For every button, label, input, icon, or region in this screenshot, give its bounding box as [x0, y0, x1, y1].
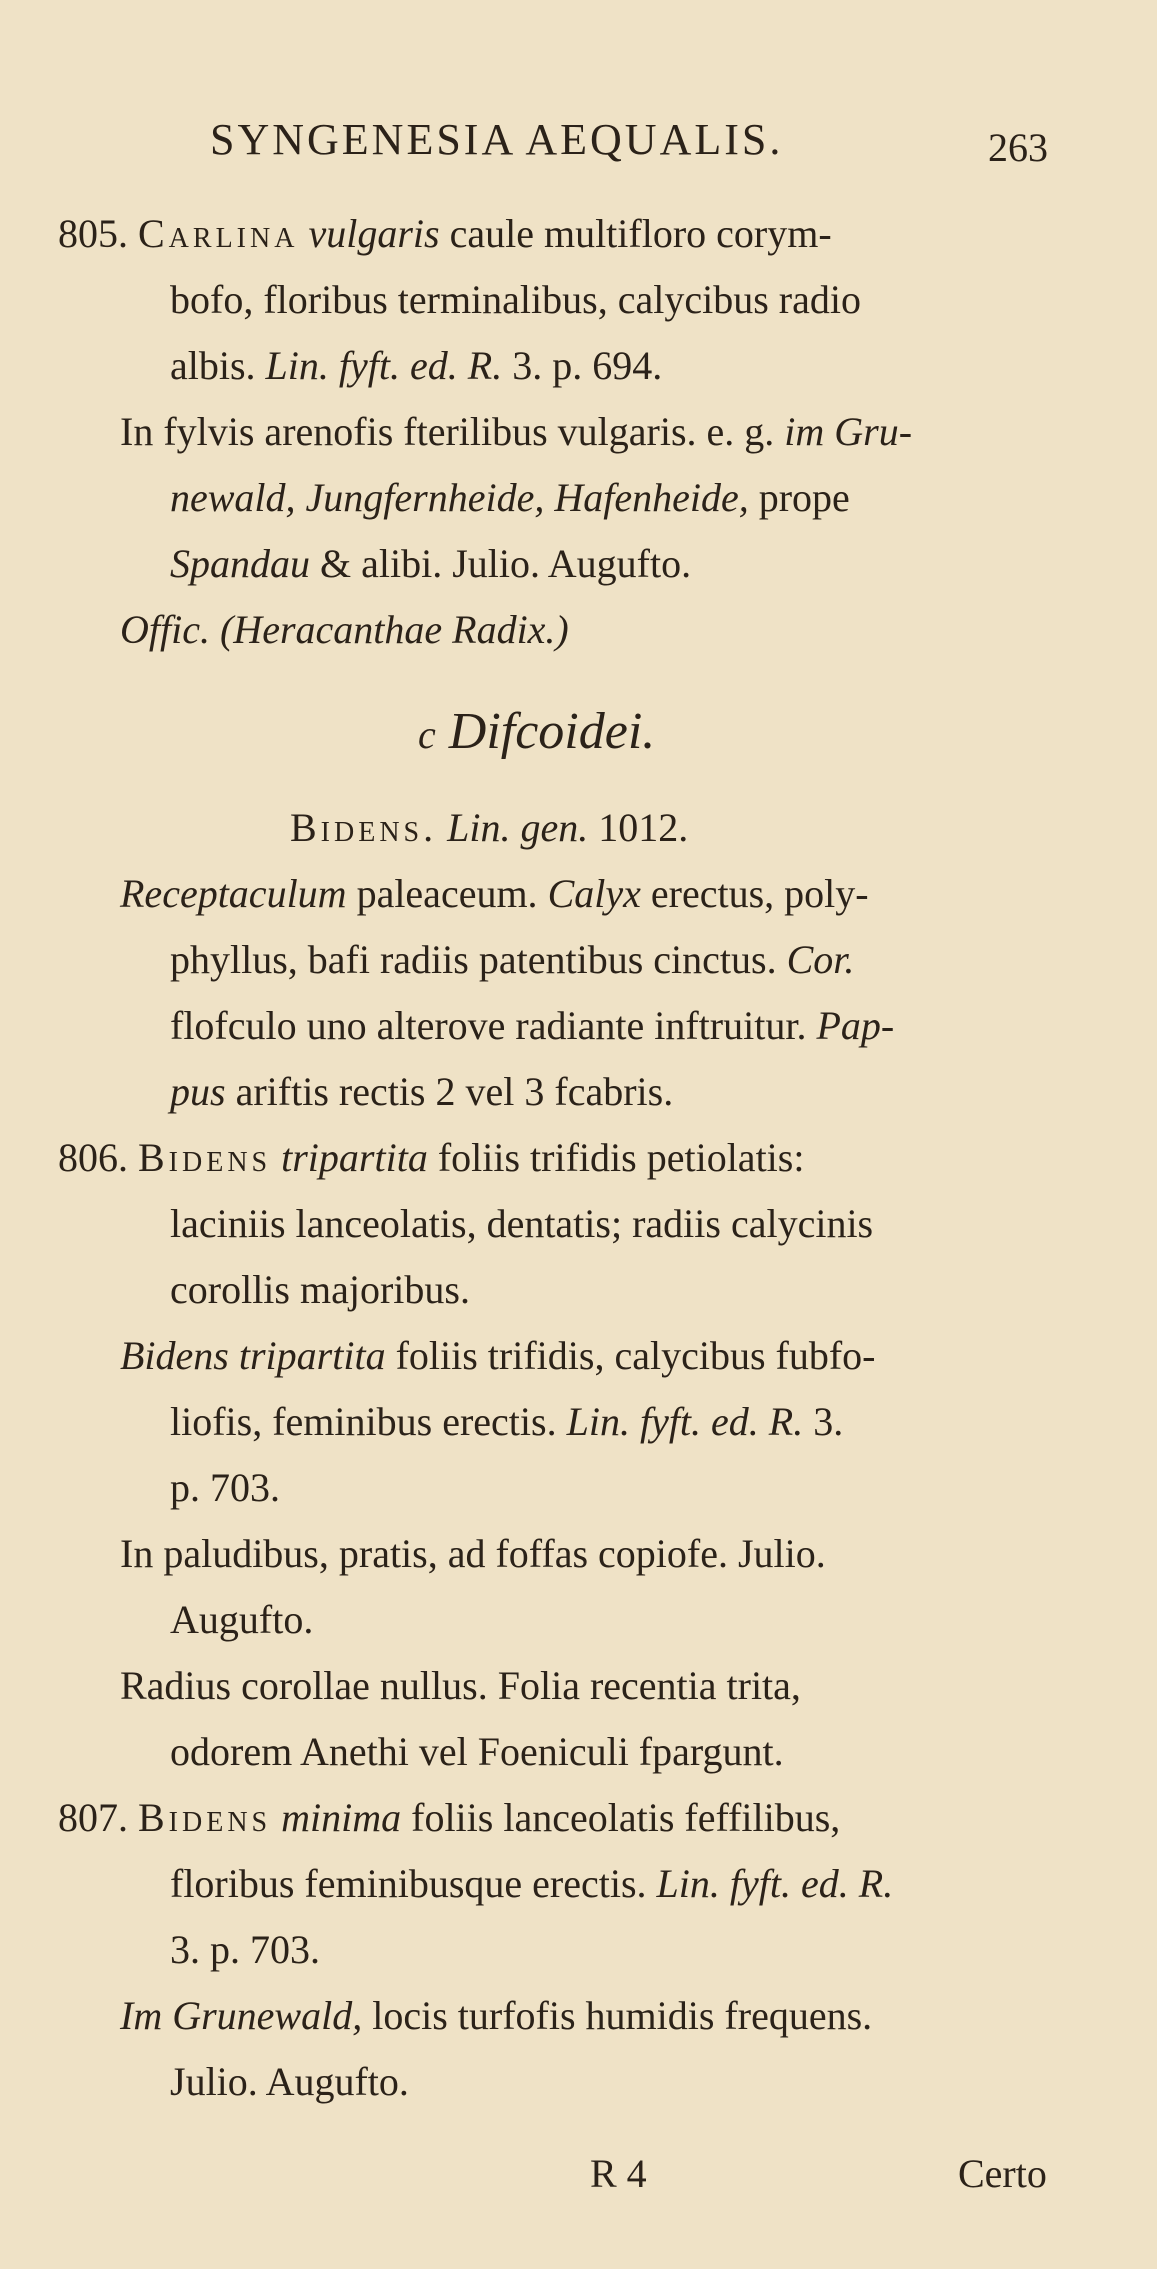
catchword: Certo [958, 2151, 1047, 2196]
diagnosis-text: caule multifloro corym- [449, 211, 832, 256]
genus-description-1: Receptaculum paleaceum. Calyx erectus, poly- [120, 871, 869, 916]
entry-807-line-1: 807. Bidens minima foliis lanceolatis feffilibus, [58, 1795, 841, 1840]
entry-805-line-1 [58, 211, 832, 256]
entry-805-line-5: newald, Jungfernheide, Hafenheide, prope [170, 475, 850, 520]
entry-807-line-2: floribus feminibusque erectis. Lin. fyft. ed. R. [170, 1861, 894, 1906]
entry-805-line-3: albis. Lin. fyft. ed. R. 3. p. 694. [170, 343, 663, 388]
entry-807-line-4: Im Grunewald, locis turfofis humidis frequens. [120, 1993, 873, 2038]
genus-name: Carlina [138, 211, 299, 256]
entry-806-line-2: laciniis lanceolatis, dentatis; radiis calycinis [170, 1201, 874, 1246]
entry-807-line-3: 3. p. 703. [170, 1927, 320, 1972]
genus-heading: Bidens. Lin. gen. 1012. [290, 805, 689, 850]
entry-number: 807. [58, 1795, 128, 1840]
entry-806-line-3: corollis majoribus. [170, 1267, 470, 1312]
genus-description-4: pus ariftis rectis 2 vel 3 fcabris. [170, 1069, 674, 1114]
entry-805-line-4: In fylvis arenofis fterilibus vulgaris. e. g. im Gru- [120, 409, 913, 454]
entry-806-line-5: liofis, feminibus erectis. Lin. fyft. ed. R. 3. [170, 1399, 844, 1444]
entry-806-line-10: odorem Anethi vel Foeniculi fpargunt. [170, 1729, 784, 1774]
page-number: 263 [988, 125, 1048, 170]
entry-806-line-1: 806. Bidens tripartita foliis trifidis petiolatis: [58, 1135, 805, 1180]
entry-807-line-5: Julio. Augufto. [170, 2059, 409, 2104]
entry-number: 806. [58, 1135, 128, 1180]
entry-806-line-4: Bidens tripartita foliis trifidis, calycibus fubfo- [120, 1333, 876, 1378]
entry-805-line-2: bofo, floribus terminalibus, calycibus radio [170, 277, 861, 322]
entry-805-line-7: Offic. (Heracanthae Radix.) [120, 607, 569, 652]
entry-806-line-7: In paludibus, pratis, ad foffas copiofe. Julio. [120, 1531, 826, 1576]
genus-description-2: phyllus, bafi radiis patentibus cinctus. Cor. [170, 937, 855, 982]
entry-805-line-6: Spandau & alibi. Julio. Augufto. [170, 541, 692, 586]
entry-806-line-9: Radius corollae nullus. Folia recentia trita, [120, 1663, 801, 1708]
citation: Lin. fyft. ed. R. [265, 343, 503, 388]
species-name: vulgaris [308, 211, 440, 256]
entry-806-line-6: p. 703. [170, 1465, 280, 1510]
signature-mark: R 4 [590, 2151, 647, 2196]
section-heading: c Difcoidei. [418, 703, 656, 760]
entry-806-line-8: Augufto. [170, 1597, 314, 1642]
running-head: SYNGENESIA AEQUALIS. [210, 115, 784, 164]
entry-number: 805. [58, 211, 128, 256]
genus-description-3: flofculo uno alterove radiante inftruitur. Pap- [170, 1003, 895, 1048]
